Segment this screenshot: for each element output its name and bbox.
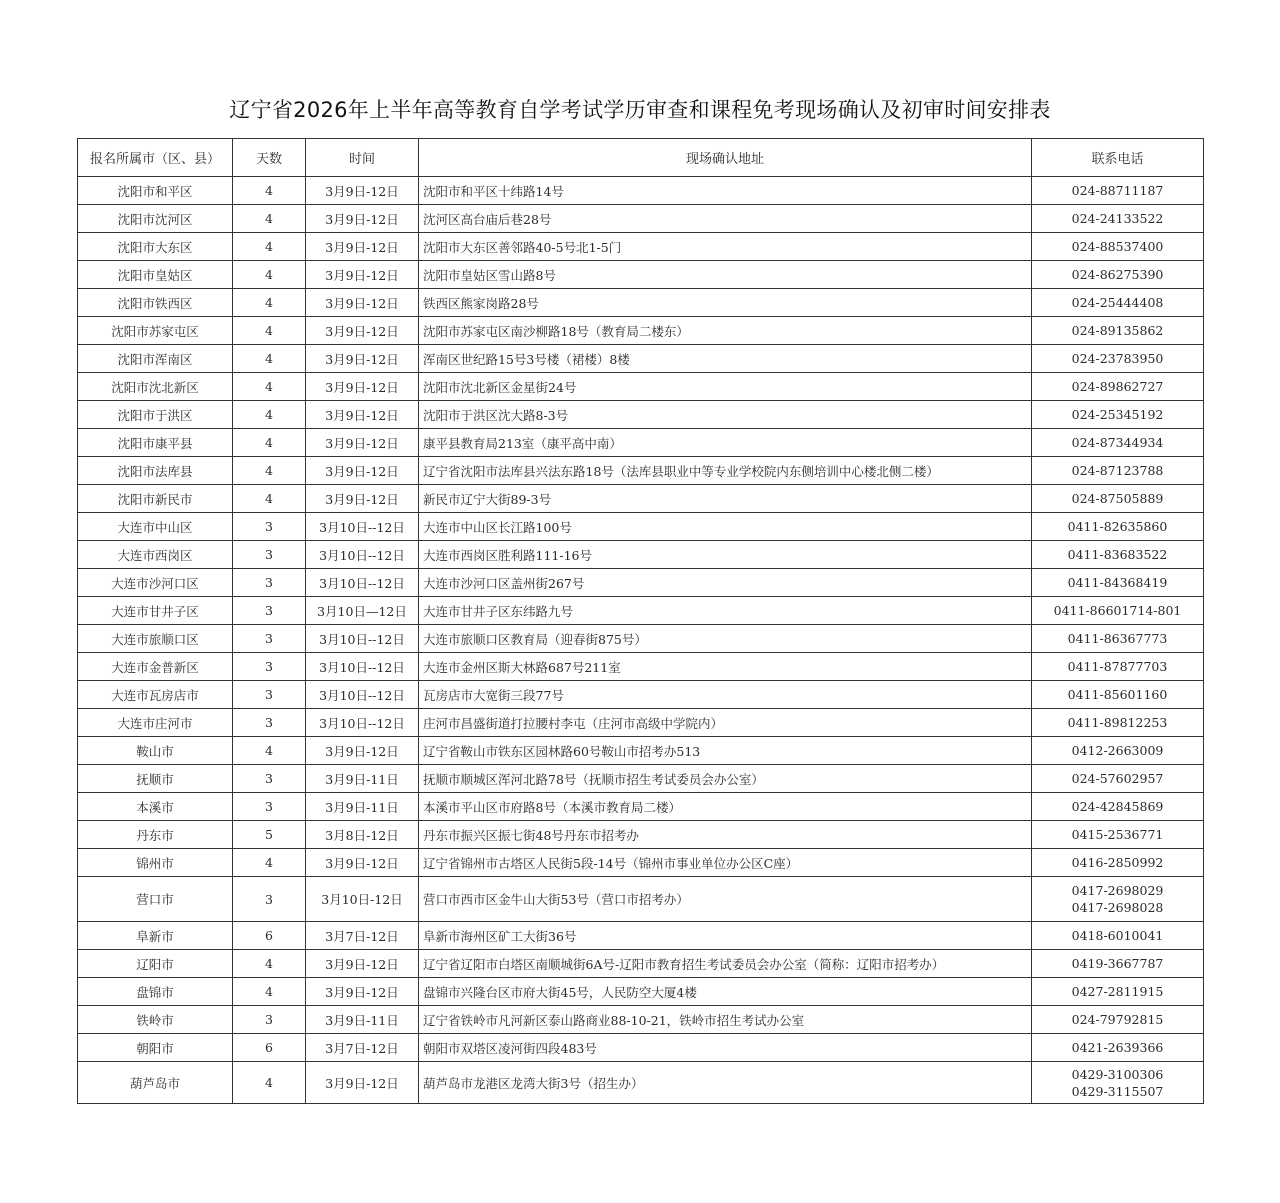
cell-days: 4 bbox=[233, 1062, 306, 1104]
phone-number: 024-87505889 bbox=[1071, 491, 1164, 506]
cell-days: 4 bbox=[233, 950, 306, 978]
phone-number: 0429-3115507 bbox=[1071, 1083, 1164, 1099]
cell-phone bbox=[1032, 765, 1204, 793]
cell-address: 铁西区熊家岗路28号 bbox=[419, 289, 1032, 317]
table-row bbox=[78, 261, 1204, 289]
cell-phone bbox=[1032, 429, 1204, 457]
cell-days: 4 bbox=[233, 737, 306, 765]
cell-time: 3月9日-12日 bbox=[306, 373, 419, 401]
cell-phone bbox=[1032, 709, 1204, 737]
schedule-table bbox=[77, 138, 1204, 1104]
cell-city: 铁岭市 bbox=[78, 1006, 233, 1034]
cell-phone bbox=[1032, 793, 1204, 821]
cell-phone bbox=[1032, 373, 1204, 401]
cell-time: 3月9日-12日 bbox=[306, 177, 419, 205]
cell-city: 沈阳市新民市 bbox=[78, 485, 233, 513]
cell-address: 沈阳市沈北新区金星街24号 bbox=[419, 373, 1032, 401]
table-row bbox=[78, 709, 1204, 737]
cell-phone bbox=[1032, 1062, 1204, 1104]
cell-time: 3月9日-12日 bbox=[306, 737, 419, 765]
cell-time: 3月7日-12日 bbox=[306, 1034, 419, 1062]
cell-time: 3月10日--12日 bbox=[306, 513, 419, 541]
table-row bbox=[78, 1006, 1204, 1034]
cell-city: 沈阳市和平区 bbox=[78, 177, 233, 205]
cell-time: 3月9日-12日 bbox=[306, 261, 419, 289]
cell-phone bbox=[1032, 821, 1204, 849]
phone-number: 024-86275390 bbox=[1071, 267, 1164, 282]
table-row bbox=[78, 513, 1204, 541]
cell-days: 4 bbox=[233, 373, 306, 401]
cell-time: 3月10日--12日 bbox=[306, 541, 419, 569]
phone-number: 0418-6010041 bbox=[1071, 928, 1164, 943]
cell-time: 3月9日-12日 bbox=[306, 457, 419, 485]
table-row bbox=[78, 978, 1204, 1006]
phone-number: 024-87344934 bbox=[1071, 435, 1164, 450]
cell-city: 大连市金普新区 bbox=[78, 653, 233, 681]
cell-days: 3 bbox=[233, 625, 306, 653]
cell-address: 大连市甘井子区东纬路九号 bbox=[419, 597, 1032, 625]
cell-phone bbox=[1032, 569, 1204, 597]
phone-number: 024-24133522 bbox=[1071, 211, 1164, 226]
cell-address: 沈阳市皇姑区雪山路8号 bbox=[419, 261, 1032, 289]
cell-address: 本溪市平山区市府路8号（本溪市教育局二楼） bbox=[419, 793, 1032, 821]
cell-city: 锦州市 bbox=[78, 849, 233, 877]
cell-address: 沈阳市和平区十纬路14号 bbox=[419, 177, 1032, 205]
table-row bbox=[78, 569, 1204, 597]
phone-number: 024-89135862 bbox=[1071, 323, 1164, 338]
cell-city: 阜新市 bbox=[78, 922, 233, 950]
cell-days: 6 bbox=[233, 922, 306, 950]
table-row bbox=[78, 429, 1204, 457]
cell-days: 4 bbox=[233, 345, 306, 373]
cell-time: 3月9日-12日 bbox=[306, 233, 419, 261]
cell-city: 沈阳市苏家屯区 bbox=[78, 317, 233, 345]
phone-number: 024-25444408 bbox=[1071, 295, 1164, 310]
cell-address: 辽宁省沈阳市法库县兴法东路18号（法库县职业中等专业学校院内东侧培训中心楼北侧二楼） bbox=[419, 457, 1032, 485]
table-row bbox=[78, 821, 1204, 849]
cell-days: 3 bbox=[233, 569, 306, 597]
header-city: 报名所属市（区、县） bbox=[78, 139, 233, 177]
header-row bbox=[78, 139, 1204, 177]
cell-phone bbox=[1032, 1006, 1204, 1034]
table-row bbox=[78, 877, 1204, 922]
phone-number: 0411-86601714-801 bbox=[1053, 603, 1182, 618]
header-phone: 联系电话 bbox=[1032, 139, 1204, 177]
cell-time: 3月10日--12日 bbox=[306, 709, 419, 737]
page-title: 辽宁省2026年上半年高等教育自学考试学历审查和课程免考现场确认及初审时间安排表 bbox=[229, 98, 1051, 122]
cell-phone bbox=[1032, 317, 1204, 345]
table-row bbox=[78, 849, 1204, 877]
cell-days: 3 bbox=[233, 681, 306, 709]
table-row bbox=[78, 597, 1204, 625]
phone-number: 0415-2536771 bbox=[1071, 827, 1164, 842]
cell-phone bbox=[1032, 457, 1204, 485]
cell-address: 营口市西市区金牛山大街53号（营口市招考办） bbox=[419, 877, 1032, 922]
cell-time: 3月9日-12日 bbox=[306, 978, 419, 1006]
phone-number: 0429-3100306 bbox=[1071, 1066, 1164, 1082]
cell-city: 沈阳市法库县 bbox=[78, 457, 233, 485]
cell-phone bbox=[1032, 877, 1204, 922]
cell-phone bbox=[1032, 978, 1204, 1006]
cell-address: 大连市西岗区胜利路111-16号 bbox=[419, 541, 1032, 569]
cell-days: 4 bbox=[233, 261, 306, 289]
cell-days: 4 bbox=[233, 289, 306, 317]
cell-time: 3月9日-12日 bbox=[306, 950, 419, 978]
cell-city: 沈阳市于洪区 bbox=[78, 401, 233, 429]
cell-phone bbox=[1032, 205, 1204, 233]
cell-phone bbox=[1032, 345, 1204, 373]
cell-address: 大连市金州区斯大林路687号211室 bbox=[419, 653, 1032, 681]
cell-city: 沈阳市浑南区 bbox=[78, 345, 233, 373]
cell-phone bbox=[1032, 513, 1204, 541]
cell-days: 4 bbox=[233, 429, 306, 457]
cell-phone bbox=[1032, 950, 1204, 978]
cell-time: 3月9日-12日 bbox=[306, 317, 419, 345]
cell-city: 大连市中山区 bbox=[78, 513, 233, 541]
table-body bbox=[78, 177, 1204, 1104]
phone-number: 0411-86367773 bbox=[1067, 631, 1168, 646]
table-row bbox=[78, 541, 1204, 569]
cell-phone bbox=[1032, 401, 1204, 429]
cell-address: 盘锦市兴隆台区市府大街45号，人民防空大厦4楼 bbox=[419, 978, 1032, 1006]
cell-address: 阜新市海州区矿工大街36号 bbox=[419, 922, 1032, 950]
cell-phone bbox=[1032, 289, 1204, 317]
cell-time: 3月10日--12日 bbox=[306, 681, 419, 709]
cell-phone bbox=[1032, 849, 1204, 877]
cell-days: 4 bbox=[233, 205, 306, 233]
cell-address: 康平县教育局213室（康平高中南） bbox=[419, 429, 1032, 457]
cell-time: 3月8日-12日 bbox=[306, 821, 419, 849]
cell-address: 丹东市振兴区振七街48号丹东市招考办 bbox=[419, 821, 1032, 849]
cell-phone bbox=[1032, 177, 1204, 205]
phone-number: 0427-2811915 bbox=[1071, 984, 1164, 999]
cell-address: 新民市辽宁大街89-3号 bbox=[419, 485, 1032, 513]
phone-number: 0412-2663009 bbox=[1071, 743, 1164, 758]
phone-number: 0411-87877703 bbox=[1067, 659, 1168, 674]
cell-days: 5 bbox=[233, 821, 306, 849]
cell-days: 3 bbox=[233, 765, 306, 793]
cell-city: 鞍山市 bbox=[78, 737, 233, 765]
phone-number: 0411-84368419 bbox=[1067, 575, 1168, 590]
cell-phone bbox=[1032, 922, 1204, 950]
cell-time: 3月10日--12日 bbox=[306, 569, 419, 597]
cell-address: 沈阳市苏家屯区南沙柳路18号（教育局二楼东） bbox=[419, 317, 1032, 345]
cell-address: 庄河市昌盛街道打拉腰村李屯（庄河市高级中学院内） bbox=[419, 709, 1032, 737]
cell-days: 3 bbox=[233, 513, 306, 541]
cell-city: 葫芦岛市 bbox=[78, 1062, 233, 1104]
cell-days: 4 bbox=[233, 485, 306, 513]
phone-number: 0417-2698029 bbox=[1071, 883, 1164, 898]
cell-time: 3月9日-11日 bbox=[306, 793, 419, 821]
cell-address: 辽宁省辽阳市白塔区南顺城街6A号-辽阳市教育招生考试委员会办公室（简称：辽阳市招考办） bbox=[419, 950, 1032, 978]
cell-city: 抚顺市 bbox=[78, 765, 233, 793]
phone-number: 024-25345192 bbox=[1071, 407, 1164, 422]
table-row bbox=[78, 317, 1204, 345]
cell-city: 盘锦市 bbox=[78, 978, 233, 1006]
cell-city: 辽阳市 bbox=[78, 950, 233, 978]
header-address: 现场确认地址 bbox=[419, 139, 1032, 177]
cell-address: 辽宁省锦州市古塔区人民街5段-14号（锦州市事业单位办公区C座） bbox=[419, 849, 1032, 877]
cell-phone bbox=[1032, 233, 1204, 261]
phone-number: 024-79792815 bbox=[1071, 1012, 1164, 1027]
phone-number: 024-89862727 bbox=[1071, 379, 1164, 394]
cell-time: 3月9日-12日 bbox=[306, 849, 419, 877]
cell-address: 朝阳市双塔区凌河街四段483号 bbox=[419, 1034, 1032, 1062]
cell-time: 3月9日-11日 bbox=[306, 765, 419, 793]
cell-address: 辽宁省铁岭市凡河新区泰山路商业88-10-21，铁岭市招生考试办公室 bbox=[419, 1006, 1032, 1034]
phone-number: 024-88711187 bbox=[1071, 183, 1164, 198]
phone-number: 0421-2639366 bbox=[1071, 1040, 1164, 1055]
cell-city: 大连市旅顺口区 bbox=[78, 625, 233, 653]
cell-city: 大连市西岗区 bbox=[78, 541, 233, 569]
cell-city: 沈阳市大东区 bbox=[78, 233, 233, 261]
cell-address: 沈河区高台庙后巷28号 bbox=[419, 205, 1032, 233]
table-row bbox=[78, 1062, 1204, 1104]
cell-city: 朝阳市 bbox=[78, 1034, 233, 1062]
cell-days: 3 bbox=[233, 1006, 306, 1034]
cell-time: 3月9日-11日 bbox=[306, 1006, 419, 1034]
cell-time: 3月7日-12日 bbox=[306, 922, 419, 950]
table-row bbox=[78, 457, 1204, 485]
cell-city: 丹东市 bbox=[78, 821, 233, 849]
table-row bbox=[78, 922, 1204, 950]
phone-number: 0411-85601160 bbox=[1067, 687, 1168, 702]
cell-address: 大连市旅顺口区教育局（迎春街875号） bbox=[419, 625, 1032, 653]
cell-address: 浑南区世纪路15号3号楼（裙楼）8楼 bbox=[419, 345, 1032, 373]
cell-time: 3月10日--12日 bbox=[306, 625, 419, 653]
phone-number: 024-88537400 bbox=[1071, 239, 1164, 254]
table-row bbox=[78, 765, 1204, 793]
cell-days: 4 bbox=[233, 233, 306, 261]
table-row bbox=[78, 653, 1204, 681]
cell-phone bbox=[1032, 625, 1204, 653]
cell-time: 3月9日-12日 bbox=[306, 289, 419, 317]
cell-days: 3 bbox=[233, 709, 306, 737]
table-row bbox=[78, 793, 1204, 821]
cell-phone bbox=[1032, 681, 1204, 709]
cell-city: 营口市 bbox=[78, 877, 233, 922]
table-row bbox=[78, 177, 1204, 205]
phone-number: 0411-82635860 bbox=[1067, 519, 1168, 534]
cell-time: 3月10日--12日 bbox=[306, 653, 419, 681]
cell-days: 4 bbox=[233, 978, 306, 1006]
cell-city: 沈阳市沈河区 bbox=[78, 205, 233, 233]
table-row bbox=[78, 1034, 1204, 1062]
cell-phone bbox=[1032, 261, 1204, 289]
cell-phone bbox=[1032, 541, 1204, 569]
cell-time: 3月9日-12日 bbox=[306, 345, 419, 373]
table-row bbox=[78, 345, 1204, 373]
cell-city: 沈阳市铁西区 bbox=[78, 289, 233, 317]
cell-city: 本溪市 bbox=[78, 793, 233, 821]
header-days: 天数 bbox=[233, 139, 306, 177]
phone-number: 024-42845869 bbox=[1071, 799, 1164, 814]
cell-time: 3月10日-12日 bbox=[306, 877, 419, 922]
phone-number: 0416-2850992 bbox=[1071, 855, 1164, 870]
phone-number: 0411-83683522 bbox=[1067, 547, 1168, 562]
cell-time: 3月9日-12日 bbox=[306, 485, 419, 513]
cell-time: 3月9日-12日 bbox=[306, 1062, 419, 1104]
cell-days: 3 bbox=[233, 877, 306, 922]
cell-address: 沈阳市于洪区沈大路8-3号 bbox=[419, 401, 1032, 429]
cell-phone bbox=[1032, 597, 1204, 625]
cell-address: 大连市中山区长江路100号 bbox=[419, 513, 1032, 541]
cell-city: 大连市瓦房店市 bbox=[78, 681, 233, 709]
cell-time: 3月9日-12日 bbox=[306, 401, 419, 429]
phone-number: 024-23783950 bbox=[1071, 351, 1164, 366]
cell-city: 大连市甘井子区 bbox=[78, 597, 233, 625]
cell-address: 抚顺市顺城区浑河北路78号（抚顺市招生考试委员会办公室） bbox=[419, 765, 1032, 793]
cell-days: 4 bbox=[233, 849, 306, 877]
phone-number: 0419-3667787 bbox=[1071, 956, 1164, 971]
table-row bbox=[78, 289, 1204, 317]
cell-time: 3月9日-12日 bbox=[306, 205, 419, 233]
table-row bbox=[78, 233, 1204, 261]
cell-address: 辽宁省鞍山市铁东区园林路60号鞍山市招考办513 bbox=[419, 737, 1032, 765]
table-row bbox=[78, 737, 1204, 765]
cell-city: 大连市庄河市 bbox=[78, 709, 233, 737]
phone-number: 0411-89812253 bbox=[1067, 715, 1168, 730]
cell-phone bbox=[1032, 1034, 1204, 1062]
table-row bbox=[78, 205, 1204, 233]
table-row bbox=[78, 485, 1204, 513]
cell-days: 4 bbox=[233, 177, 306, 205]
cell-phone bbox=[1032, 485, 1204, 513]
table-row bbox=[78, 681, 1204, 709]
phone-number: 024-57602957 bbox=[1071, 771, 1164, 786]
table-row bbox=[78, 625, 1204, 653]
cell-days: 4 bbox=[233, 457, 306, 485]
cell-time: 3月10日—12日 bbox=[306, 597, 419, 625]
phone-number: 024-87123788 bbox=[1071, 463, 1164, 478]
cell-city: 沈阳市康平县 bbox=[78, 429, 233, 457]
table-row bbox=[78, 401, 1204, 429]
cell-city: 沈阳市皇姑区 bbox=[78, 261, 233, 289]
cell-city: 沈阳市沈北新区 bbox=[78, 373, 233, 401]
cell-days: 3 bbox=[233, 597, 306, 625]
cell-days: 3 bbox=[233, 653, 306, 681]
cell-days: 4 bbox=[233, 401, 306, 429]
cell-time: 3月9日-12日 bbox=[306, 429, 419, 457]
header-time: 时间 bbox=[306, 139, 419, 177]
cell-days: 6 bbox=[233, 1034, 306, 1062]
phone-number: 0417-2698028 bbox=[1071, 900, 1164, 915]
cell-days: 3 bbox=[233, 793, 306, 821]
table-row bbox=[78, 373, 1204, 401]
cell-days: 4 bbox=[233, 317, 306, 345]
table-row bbox=[78, 950, 1204, 978]
cell-address: 瓦房店市大宽街三段77号 bbox=[419, 681, 1032, 709]
cell-address: 葫芦岛市龙港区龙湾大街3号（招生办） bbox=[419, 1062, 1032, 1104]
cell-phone bbox=[1032, 653, 1204, 681]
cell-address: 沈阳市大东区善邻路40-5号北1-5门 bbox=[419, 233, 1032, 261]
cell-city: 大连市沙河口区 bbox=[78, 569, 233, 597]
cell-days: 3 bbox=[233, 541, 306, 569]
cell-address: 大连市沙河口区盖州街267号 bbox=[419, 569, 1032, 597]
cell-phone bbox=[1032, 737, 1204, 765]
